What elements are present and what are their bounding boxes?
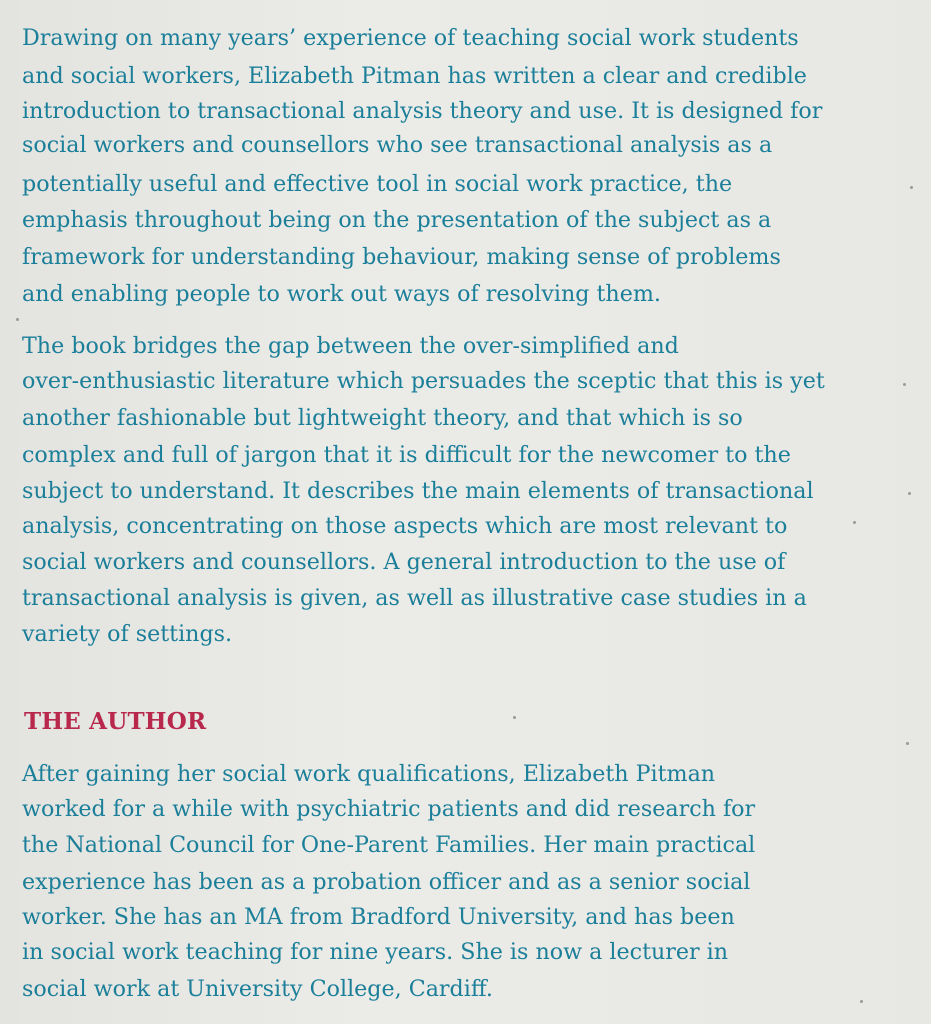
text-line: emphasis throughout being on the presentation of the subject as a bbox=[22, 207, 772, 233]
paper-speck bbox=[853, 521, 856, 524]
text-line: The book bridges the gap between the over-simplified and bbox=[22, 333, 679, 359]
text-line: worked for a while with psychiatric patients and did research for bbox=[22, 796, 756, 822]
text-line: the National Council for One-Parent Families. Her main practical bbox=[22, 832, 756, 858]
paper-speck bbox=[903, 383, 906, 386]
text-line: transactional analysis is given, as well as illustrative case studies in a bbox=[22, 585, 807, 611]
text-line: potentially useful and effective tool in social work practice, the bbox=[22, 171, 733, 197]
paper-speck bbox=[910, 186, 913, 189]
paper-speck bbox=[513, 716, 516, 719]
text-line: complex and full of jargon that it is difficult for the newcomer to the bbox=[22, 442, 791, 468]
text-line: and social workers, Elizabeth Pitman has written a clear and credible bbox=[22, 63, 807, 89]
text-line: variety of settings. bbox=[22, 621, 233, 647]
text-line: introduction to transactional analysis theory and use. It is designed for bbox=[22, 98, 823, 124]
text-line: social workers and counsellors. A general introduction to the use of bbox=[22, 549, 786, 575]
author-heading: THE AUTHOR bbox=[24, 708, 207, 735]
text-line: social work at University College, Cardiff. bbox=[22, 976, 493, 1002]
text-line: subject to understand. It describes the main elements of transactional bbox=[22, 478, 814, 504]
text-line: experience has been as a probation officer and as a senior social bbox=[22, 869, 751, 895]
text-line: over-enthusiastic literature which persuades the sceptic that this is yet bbox=[22, 368, 825, 394]
text-line: framework for understanding behaviour, making sense of problems bbox=[22, 244, 781, 270]
text-line: social workers and counsellors who see transactional analysis as a bbox=[22, 132, 773, 158]
text-line: analysis, concentrating on those aspects which are most relevant to bbox=[22, 513, 788, 539]
paper-speck bbox=[906, 742, 909, 745]
paper-speck bbox=[908, 492, 911, 495]
text-line: in social work teaching for nine years. She is now a lecturer in bbox=[22, 939, 729, 965]
paper-speck bbox=[860, 1000, 863, 1003]
text-line: After gaining her social work qualifications, Elizabeth Pitman bbox=[22, 761, 716, 787]
text-line: worker. She has an MA from Bradford University, and has been bbox=[22, 904, 735, 930]
text-line: Drawing on many years’ experience of teaching social work students bbox=[22, 25, 799, 51]
paper-speck bbox=[16, 318, 19, 321]
text-line: another fashionable but lightweight theory, and that which is so bbox=[22, 405, 743, 431]
text-line: and enabling people to work out ways of resolving them. bbox=[22, 281, 661, 307]
